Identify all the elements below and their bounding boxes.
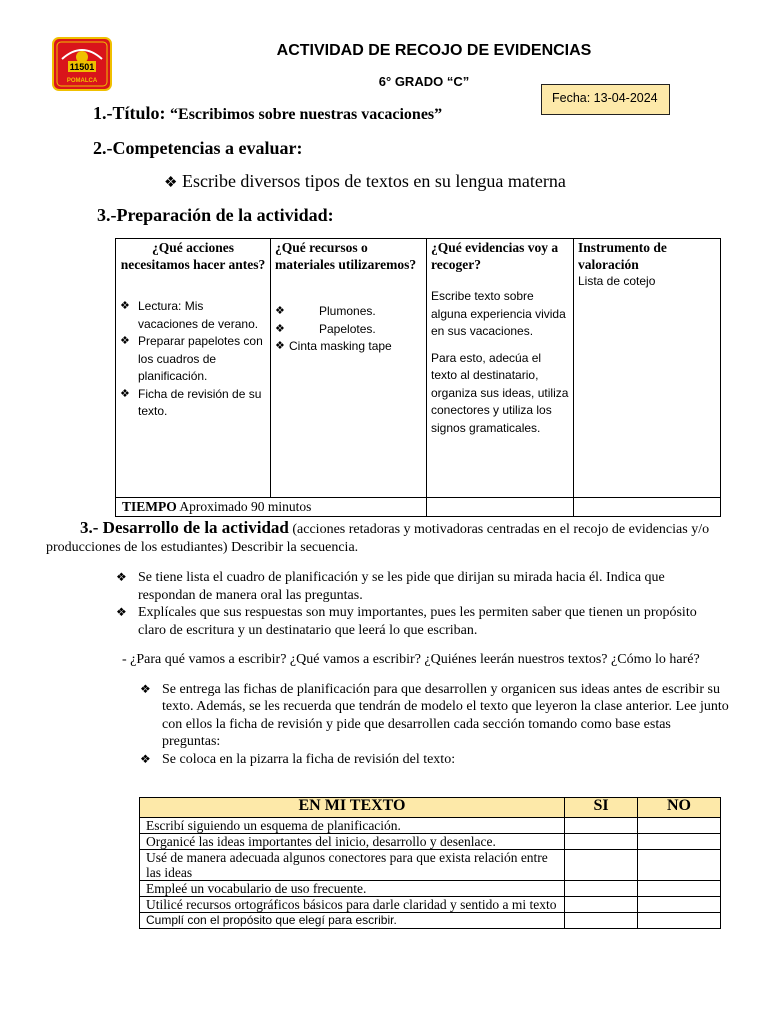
prep-header-materials: ¿Qué recursos o materiales utilizaremos? xyxy=(275,240,417,272)
prep-header-evidence: ¿Qué evidencias voy a recoger? xyxy=(431,240,559,272)
checkbox-yes[interactable] xyxy=(565,850,638,881)
prep-col-actions xyxy=(116,239,271,498)
diamond-bullet-icon: ❖ xyxy=(120,300,130,312)
diamond-bullet-icon: ❖ xyxy=(164,175,178,191)
instrument-value: Lista de cotejo xyxy=(578,274,656,288)
checkbox-yes[interactable] xyxy=(565,913,638,929)
preparation-table xyxy=(115,238,721,517)
prep-col-evidence: ¿Qué evidencias voy a recoger? Escribe texto sobre alguna experiencia vivida en sus vacaciones. Para esto, adecúa el texto al destinatario, organiza sus ideas, utiliza conectores y utiliza los signos gramaticales. xyxy=(427,239,574,498)
list-item: ❖ Papelotes. xyxy=(275,321,422,339)
diamond-bullet-icon: ❖ xyxy=(116,570,127,584)
guiding-questions: - ¿Para qué vamos a escribir? ¿Qué vamos a escribir? ¿Quiénes leerán nuestros textos? ¿Cómo lo haré? xyxy=(122,652,700,667)
diamond-bullet-icon: ❖ xyxy=(275,305,285,317)
table-header-row xyxy=(140,798,721,818)
table-row: Organicé las ideas importantes del inicio, desarrollo y desenlace. xyxy=(140,834,721,850)
list-item: ❖ Preparar papelotes con los cuadros de planificación. xyxy=(120,334,263,383)
bullet-list xyxy=(116,569,724,639)
development-description: (acciones retadoras y motivadoras centradas en el recojo de evidencias y/o producciones de los estudiantes) Describir la secuencia. xyxy=(46,522,710,555)
evaluation-table xyxy=(139,797,721,929)
list-item: ❖ Ficha de revisión de su texto. xyxy=(120,386,262,418)
checkbox-yes[interactable] xyxy=(565,897,638,913)
section-title xyxy=(93,103,442,124)
table-row: Cumplí con el propósito que elegí para escribir. xyxy=(140,913,721,929)
list-item: ❖ Lectura: Mis vacaciones de verano. xyxy=(120,299,259,331)
development-section xyxy=(46,518,729,768)
diamond-bullet-icon: ❖ xyxy=(120,387,130,400)
list-item: ❖ Se entrega las fichas de planificación para que desarrollen y organicen sus ideas antes de escribir su texto. Además, se les recuerda que tendrán de modelo el texto que leyeron la clase anterior. Lee junto con ellos la ficha de revisión y pide que desarrollen cada sección tomando como base estas preguntas: xyxy=(140,681,729,749)
document-title: ACTIVIDAD DE RECOJO DE EVIDENCIAS xyxy=(276,42,592,59)
eval-header-yes: SI xyxy=(565,798,638,818)
bullet-list xyxy=(140,681,730,769)
time-row: TIEMPO Aproximado 90 minutos xyxy=(116,498,427,517)
eval-header-no: NO xyxy=(638,798,721,818)
prep-header-actions: ¿Qué acciones necesitamos hacer antes? xyxy=(120,240,266,272)
grade-label: 6° GRADO “C” xyxy=(378,74,470,89)
checkbox-no[interactable] xyxy=(638,913,721,929)
eval-header-text: EN MI TEXTO xyxy=(140,798,565,818)
checkbox-no[interactable] xyxy=(638,850,721,881)
diamond-bullet-icon: ❖ xyxy=(120,335,130,347)
diamond-bullet-icon: ❖ xyxy=(140,751,151,766)
checkbox-no[interactable] xyxy=(638,897,721,913)
svg-text:11501: 11501 xyxy=(69,62,95,72)
checkbox-yes[interactable] xyxy=(565,881,638,897)
list-item: ❖ Cinta masking tape xyxy=(275,338,422,356)
checkbox-yes[interactable] xyxy=(565,818,638,834)
table-row: Usé de manera adecuada algunos conectores para que exista relación entre las ideas xyxy=(140,850,721,881)
svg-text:POMALCA: POMALCA xyxy=(66,78,98,84)
checkbox-no[interactable] xyxy=(638,881,721,897)
section-preparation: 3.-Preparación de la actividad: xyxy=(97,205,334,225)
section-title-value: “Escribimos sobre nuestras vacaciones” xyxy=(170,106,443,123)
prep-col-instrument xyxy=(574,239,721,498)
diamond-bullet-icon: ❖ xyxy=(116,605,127,619)
diamond-bullet-icon: ❖ xyxy=(275,340,285,352)
diamond-bullet-icon: ❖ xyxy=(275,322,285,335)
prep-col-materials xyxy=(271,239,427,498)
checkbox-no[interactable] xyxy=(638,818,721,834)
competency-item xyxy=(164,171,566,192)
list-item: ❖ Plumones. xyxy=(275,303,422,321)
table-row: Escribí siguiendo un esquema de planificación. xyxy=(140,818,721,834)
list-item: ❖ Se coloca en la pizarra la ficha de revisión del texto: xyxy=(140,751,456,767)
competency-text: Escribe diversos tipos de textos en su lengua materna xyxy=(181,171,566,191)
list-item: ❖ Explícales que sus respuestas son muy importantes, pues les permiten saber que tienen un propósito claro de escritura y un destinatario que leerá lo que escriban. xyxy=(116,605,697,638)
list-item: ❖ Se tiene lista el cuadro de planificación y se les pide que dirijan su mirada hacia él. Indica que respondan de manera oral las preguntas. xyxy=(116,570,665,603)
date-box: Fecha: 13-04-2024 xyxy=(541,84,670,115)
section-competencies: 2.-Competencias a evaluar: xyxy=(93,138,303,158)
checkbox-yes[interactable] xyxy=(565,834,638,850)
section-title-label: 1.-Título: xyxy=(93,103,166,123)
diamond-bullet-icon: ❖ xyxy=(140,681,151,696)
checkbox-no[interactable] xyxy=(638,834,721,850)
table-row: Empleé un vocabulario de uso frecuente. xyxy=(140,881,721,897)
development-label: 3.- Desarrollo de la actividad xyxy=(80,518,289,537)
prep-header-instrument: Instrumento de valoración xyxy=(578,240,667,272)
table-row: Utilicé recursos ortográficos básicos para darle claridad y sentido a mi texto xyxy=(140,897,721,913)
